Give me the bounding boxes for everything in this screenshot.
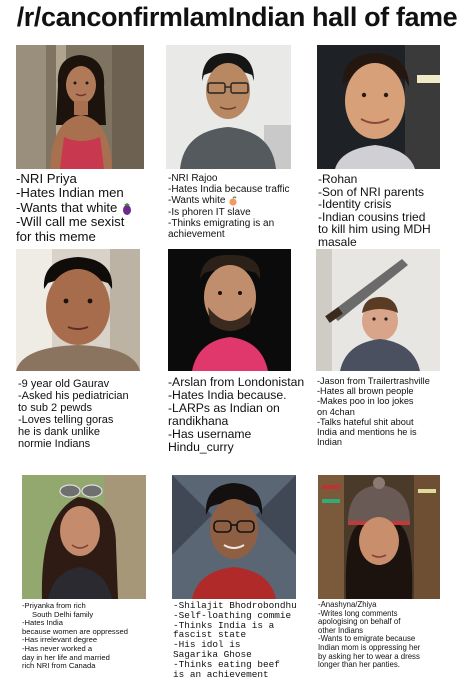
page-title: /r/canconfirmIamIndian hall of fame (16, 2, 458, 32)
caption-line: -Thinks eating beef (173, 658, 280, 670)
caption-line: masale (318, 234, 357, 249)
caption-line: India and mentions he is (317, 427, 417, 438)
caption-line: Indian mom is oppressing her (318, 642, 421, 652)
photo-priyanka (22, 475, 146, 599)
caption-line: -LARPs as Indian on (168, 401, 280, 415)
peach-icon (228, 196, 238, 206)
caption-line: -Has never worked a (22, 643, 93, 653)
caption-line: -Son of NRI parents (318, 184, 425, 199)
caption-line: fascist state (173, 629, 247, 641)
caption-rohan (318, 173, 470, 249)
caption-line: rich NRI from Canada (22, 661, 96, 671)
caption-anashyna (318, 601, 470, 670)
caption-line: longer than her panties. (318, 660, 400, 670)
caption-line: -Wants that white (16, 201, 156, 215)
caption-line: -Asked his pediatrician (18, 390, 129, 402)
caption-priya (16, 172, 156, 244)
caption-rajoo (168, 173, 318, 240)
caption-line: -Makes poo in loo jokes (317, 396, 414, 407)
caption-line: Indian (317, 437, 343, 448)
caption-line: -Thinks India is a (173, 619, 275, 631)
photo-arslan (168, 249, 291, 371)
caption-line: -Self-loathing commie (173, 609, 292, 621)
caption-line: -Anashyna/Zhiya (318, 600, 377, 609)
caption-line: by asking her to wear a dress (318, 651, 420, 661)
caption-line: -Hates India because. (168, 388, 287, 402)
caption-line: achievement (168, 229, 225, 241)
caption-line: for this meme (16, 228, 96, 244)
caption-line: -Writes long comments (318, 608, 398, 618)
photo-rohan (317, 45, 440, 169)
caption-line: -Shilajit Bhodrobondhu (173, 600, 297, 611)
caption-line: -Thinks emigrating is an (168, 217, 275, 229)
caption-line: -His idol is (173, 639, 241, 651)
caption-line: -Hates India (22, 618, 63, 628)
caption-line: -Hates Indian men (16, 185, 124, 201)
photo-rajoo (166, 45, 291, 169)
caption-line: because women are oppressed (22, 626, 128, 636)
photo-jason (316, 249, 440, 371)
caption-shilajit (173, 601, 313, 679)
caption-line: randikhana (168, 414, 229, 428)
caption-line: -NRI Priya (16, 171, 77, 186)
caption-line: Hindu_curry (168, 440, 234, 454)
caption-line: Sagarika Ghose (173, 648, 252, 660)
caption-line: -Has irrelevant degree (22, 635, 98, 645)
caption-line: normie Indians (18, 438, 91, 450)
caption-line: -Rohan (318, 172, 358, 186)
photo-gaurav (16, 249, 140, 371)
photo-shilajit (172, 475, 296, 599)
caption-line: -Is phoren IT slave (168, 206, 251, 218)
caption-line: on 4chan (317, 406, 355, 417)
caption-line: -Arslan from Londonistan (168, 375, 305, 389)
caption-line: other Indians (318, 625, 364, 635)
caption-line: to sub 2 pewds (18, 402, 92, 414)
eggplant-icon (121, 202, 133, 215)
caption-line: -Wants to emigrate because (318, 634, 416, 644)
caption-line: is an achievement (173, 668, 269, 680)
caption-line: -Has username (168, 427, 252, 441)
caption-line: -Jason from Trailertrashville (317, 376, 430, 386)
caption-line: -Hates India because traffic (168, 184, 290, 196)
caption-line: day in her life and married (22, 652, 110, 662)
caption-line: -NRI Rajoo (168, 173, 218, 184)
caption-line: -Wants white (168, 195, 318, 206)
caption-line: -Loves telling goras (18, 414, 114, 426)
caption-line: to kill him using MDH (318, 222, 431, 237)
caption-gaurav (18, 378, 168, 450)
caption-line: -9 year old Gaurav (18, 378, 110, 390)
caption-arslan (168, 376, 318, 454)
caption-line: -Identity crisis (318, 197, 392, 212)
photo-anashyna (318, 475, 440, 599)
caption-jason (317, 376, 471, 447)
caption-line: he is dank unlike (18, 426, 100, 438)
caption-line: -Will call me sexist (16, 214, 125, 230)
caption-line: apologising on behalf of (318, 617, 401, 627)
photo-priya (16, 45, 144, 169)
caption-line: -Priyanka from rich (22, 601, 86, 610)
caption-line: -Indian cousins tried (318, 209, 426, 224)
caption-line: South Delhi family (32, 609, 94, 619)
caption-line: -Talks hateful shit about (317, 416, 414, 427)
caption-priyanka (22, 602, 168, 671)
caption-line: -Hates all brown people (317, 386, 414, 397)
